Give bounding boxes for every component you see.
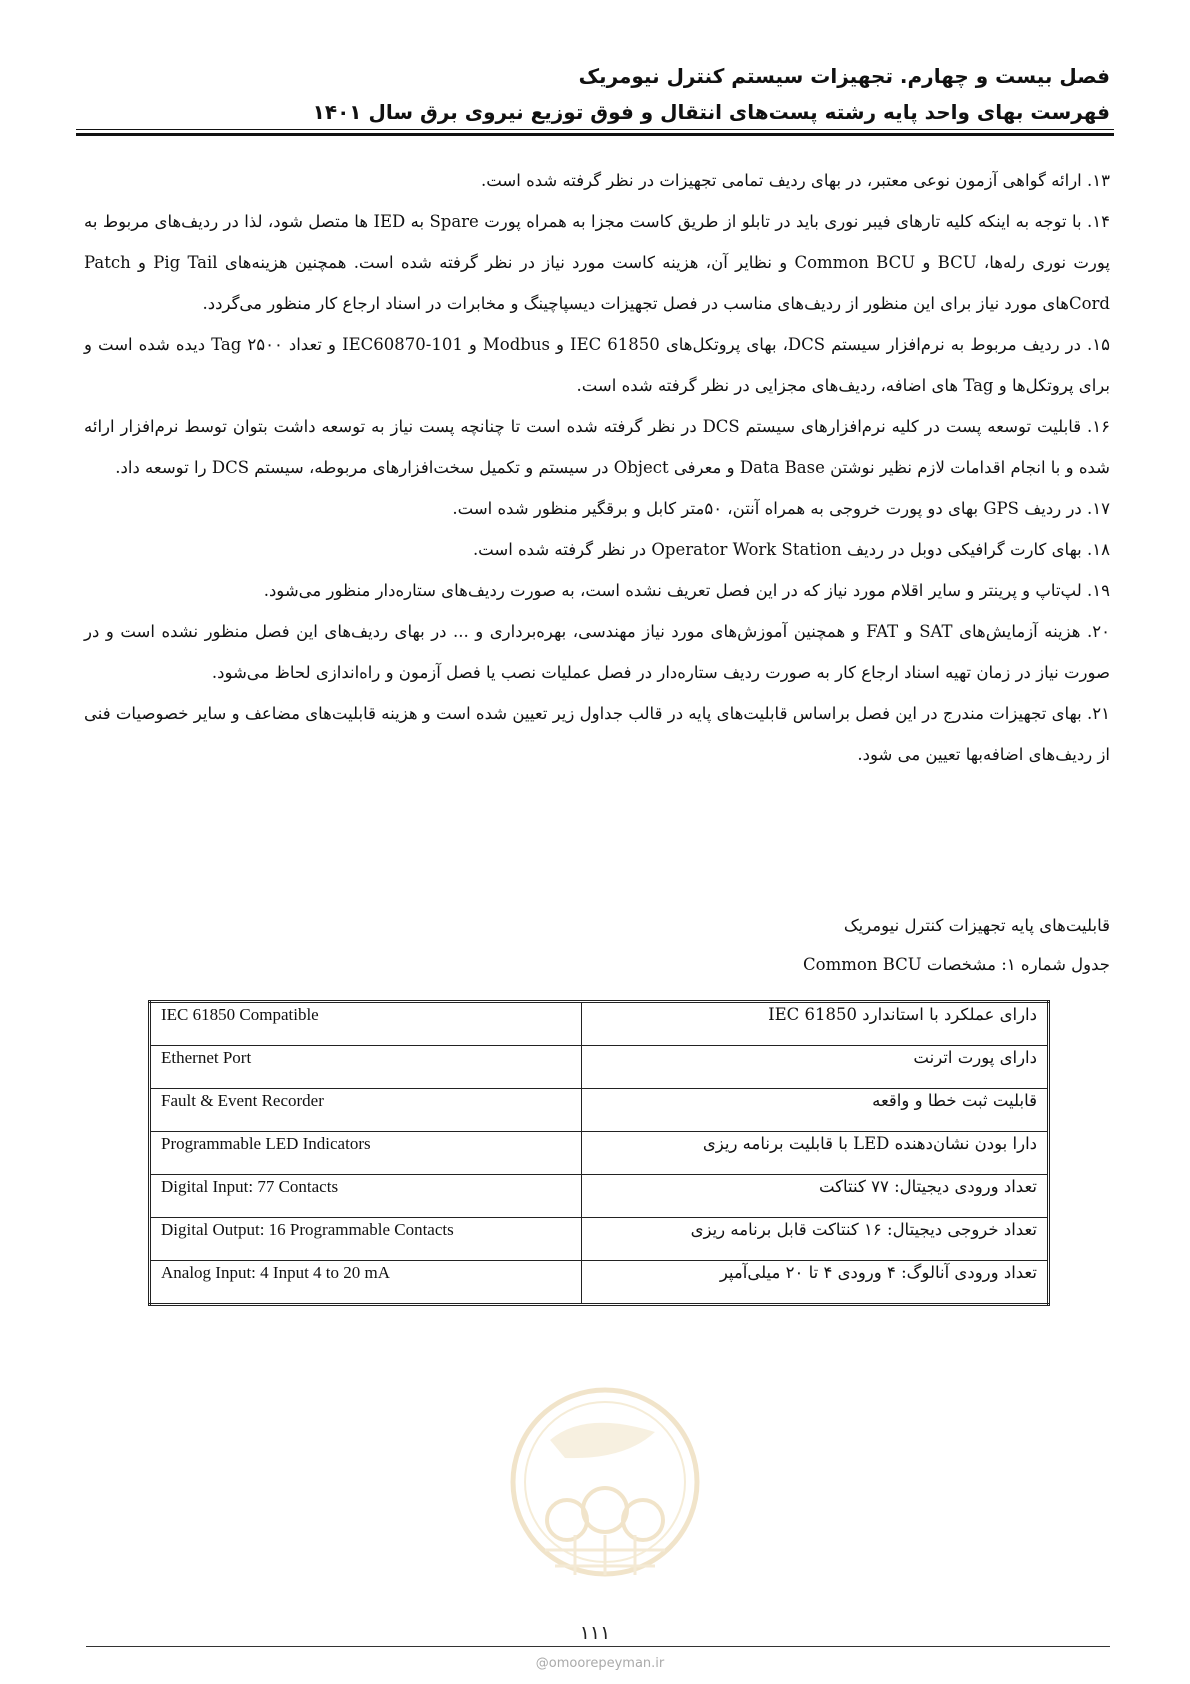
spec-english: IEC 61850 Compatible bbox=[150, 1002, 582, 1046]
spec-persian: تعداد ورودی دیجیتال: ۷۷ کنتاکت bbox=[581, 1175, 1048, 1218]
note-17: ۱۷. در ردیف GPS بهای دو پورت خروجی به همراه آنتن، ۵۰متر کابل و برقگیر منظور شده است. bbox=[452, 499, 1110, 518]
document-title: فهرست بهای واحد پایه رشته پست‌های انتقال و فوق توزیع نیروی برق سال ۱۴۰۱ bbox=[312, 100, 1110, 124]
table-row bbox=[150, 1175, 1049, 1218]
chapter-title: فصل بیست و چهارم. تجهیزات سیستم کنترل نیومریک bbox=[578, 64, 1110, 88]
spec-persian: دارای عملکرد با استاندارد IEC 61850 bbox=[581, 1002, 1048, 1046]
spec-english: Fault & Event Recorder bbox=[150, 1089, 582, 1132]
page-number: ۱۱۱ bbox=[579, 1622, 611, 1644]
note-13: ۱۳. ارائه گواهی آزمون نوعی معتبر، در بهای ردیف تمامی تجهیزات در نظر گرفته شده است. bbox=[480, 171, 1110, 190]
footer-rule bbox=[86, 1646, 1110, 1647]
notes-body bbox=[84, 160, 1110, 775]
spec-english: Programmable LED Indicators bbox=[150, 1132, 582, 1175]
table-row bbox=[150, 1089, 1049, 1132]
header-rule-thin bbox=[76, 129, 1114, 130]
watermark-logo-icon bbox=[505, 1370, 705, 1610]
spec-english: Digital Input: 77 Contacts bbox=[150, 1175, 582, 1218]
spec-persian: قابلیت ثبت خطا و واقعه bbox=[581, 1089, 1048, 1132]
spec-english: Digital Output: 16 Programmable Contacts bbox=[150, 1218, 582, 1261]
spec-english: Analog Input: 4 Input 4 to 20 mA bbox=[150, 1261, 582, 1305]
note-19: ۱۹. لپ‌تاپ و پرینتر و سایر اقلام مورد نیاز که در این فصل تعریف نشده است، به صورت ردیف‌های ستاره‌دار منظور می‌شود. bbox=[263, 581, 1110, 600]
spec-persian: دارا بودن نشان‌دهنده LED با قابلیت برنامه ریزی bbox=[581, 1132, 1048, 1175]
table-row bbox=[150, 1261, 1049, 1305]
table-row bbox=[150, 1046, 1049, 1089]
note-18: ۱۸. بهای کارت گرافیکی دوبل در ردیف Operator Work Station در نظر گرفته شده است. bbox=[472, 540, 1110, 559]
spec-english: Ethernet Port bbox=[150, 1046, 582, 1089]
note-21: ۲۱. بهای تجهیزات مندرج در این فصل براساس قابلیت‌های پایه در قالب جداول زیر تعیین شده است و هزینه قابلیت‌های مضاعف و سایر خصوصیات فنی از ردیف‌های اضافه‌بها تعیین می شود. bbox=[84, 704, 1110, 764]
table-row bbox=[150, 1132, 1049, 1175]
section-caption: قابلیت‌های پایه تجهیزات کنترل نیومریک bbox=[843, 916, 1110, 935]
note-14: ۱۴. با توجه به اینکه کلیه تارهای فیبر نوری باید در تابلو از طریق کاست مجزا به همراه پورت Spare به IED ها متصل شود، لذا در ردیف‌های مربوط به پورت نوری رله‌ها، BCU و Common BCU و نظایر آن، هزینه کاست مورد نیاز در نظر گرفته شده است. همچنین هزینه‌های Pig Tail و Patch Cordهای مورد نیاز برای این منظور از ردیف‌های مناسب در فصل تجهیزات دیسپاچینگ و مخابرات در اسناد ارجاع کار منظور می‌گردد. bbox=[84, 212, 1110, 313]
note-15: ۱۵. در ردیف مربوط به نرم‌افزار سیستم DCS، بهای پروتکل‌های IEC 61850 و Modbus و IEC60870-101 و تعداد ۲۵۰۰ Tag دیده شده است و برای پروتکل‌ها و Tag های اضافه، ردیف‌های مجزایی در نظر گرفته شده است. bbox=[84, 335, 1110, 395]
page-header bbox=[78, 58, 1110, 130]
table-row bbox=[150, 1218, 1049, 1261]
note-20: ۲۰. هزینه آزمایش‌های SAT و FAT و همچنین آموزش‌های مورد نیاز مهندسی، بهره‌برداری و ... در بهای ردیف‌های این فصل منظور نشده است و در صورت نیاز در زمان تهیه اسناد ارجاع کار به صورت ردیف ستاره‌دار در فصل عملیات نصب یا فصل آزمون و راه‌اندازی لحاظ می‌شود. bbox=[84, 622, 1110, 682]
website-watermark: @omoorepeyman.ir bbox=[535, 1656, 665, 1671]
spec-persian: تعداد خروجی دیجیتال: ۱۶ کنتاکت قابل برنامه ریزی bbox=[581, 1218, 1048, 1261]
spec-persian: دارای پورت اترنت bbox=[581, 1046, 1048, 1089]
table-row bbox=[150, 1002, 1049, 1046]
table-caption: جدول شماره ۱: مشخصات Common BCU bbox=[803, 955, 1110, 974]
spec-persian: تعداد ورودی آنالوگ: ۴ ورودی ۴ تا ۲۰ میلی‌آمپر bbox=[581, 1261, 1048, 1305]
common-bcu-spec-table bbox=[148, 1000, 1050, 1306]
note-16: ۱۶. قابلیت توسعه پست در کلیه نرم‌افزارهای سیستم DCS در نظر گرفته شده است تا چنانچه پست نیاز به توسعه داشت بتوان توسط نرم‌افزار ارائه شده و با انجام اقدامات لازم نظیر نوشتن Data Base و معرفی Object در سیستم و تکمیل سخت‌افزارهای مربوطه، سیستم DCS را توسعه داد. bbox=[84, 417, 1110, 477]
header-rule-thick bbox=[76, 133, 1114, 136]
